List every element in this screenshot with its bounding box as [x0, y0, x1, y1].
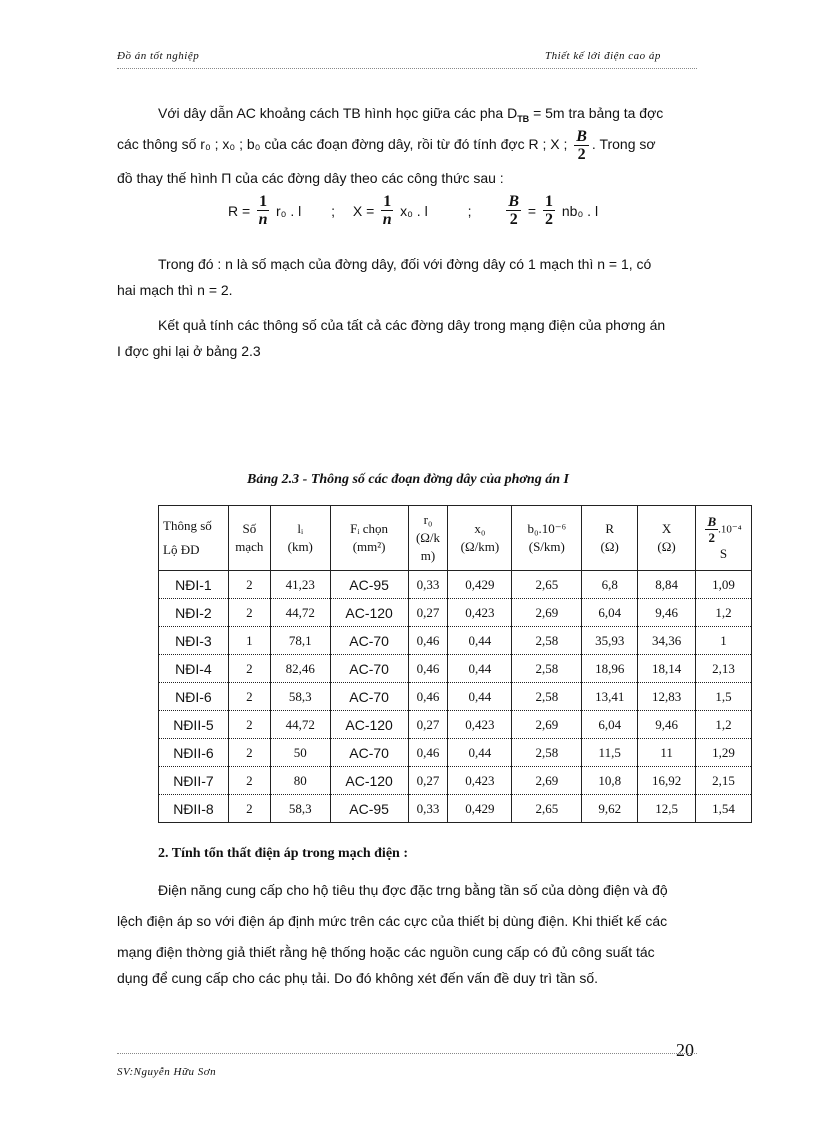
table-cell: 1,54 [696, 795, 752, 823]
table-cell: 0,46 [408, 683, 448, 711]
table-cell: 11 [638, 739, 696, 767]
table-row [159, 683, 752, 711]
table-cell: 2,69 [512, 711, 582, 739]
table-cell: AC-120 [330, 711, 408, 739]
table-caption: Bảng 2.3 - Thông số các đoạn đờng dây của phơng án I [247, 472, 569, 487]
table-cell: 2 [228, 711, 270, 739]
table-row [159, 711, 752, 739]
half-fraction: $\frac{1}{2}$ [545, 193, 553, 228]
table-cell: AC-120 [330, 767, 408, 795]
header-right: Thiết kế lới điện cao áp [545, 50, 661, 62]
header-R: R (Ω) [582, 506, 638, 571]
b-over-2-fraction: $\frac{B}{2}$ [576, 128, 587, 163]
table-cell: 0,44 [448, 739, 512, 767]
table-cell: 35,93 [582, 627, 638, 655]
page-number: 20 [676, 1040, 694, 1060]
table-cell: NĐII-7 [159, 767, 229, 795]
table-cell: 1 [696, 627, 752, 655]
table-cell: NĐI-3 [159, 627, 229, 655]
table-cell: AC-70 [330, 739, 408, 767]
table-cell: 78,1 [270, 627, 330, 655]
header-r0: r₀ (Ω/k m) [408, 506, 448, 571]
table-cell: 2,65 [512, 795, 582, 823]
table-cell: 2 [228, 795, 270, 823]
table-cell: 80 [270, 767, 330, 795]
table-cell: 0,33 [408, 795, 448, 823]
table-row [159, 795, 752, 823]
table-cell: 0,46 [408, 739, 448, 767]
section2-line2: lệch điện áp so với điện áp định mức trên các cực của thiết bị dùng điện. Khi thiết kế các [117, 913, 668, 929]
table-cell: 2,69 [512, 767, 582, 795]
para2-line1: Trong đó : n là số mạch của đờng dây, đối với đờng dây có 1 mạch thì n = 1, có [158, 256, 652, 272]
table-cell: 34,36 [638, 627, 696, 655]
table-header-row [159, 506, 752, 571]
table-cell: 1,5 [696, 683, 752, 711]
table-cell: 0,423 [448, 599, 512, 627]
table-cell: 13,41 [582, 683, 638, 711]
header-length: lᵢ (km) [270, 506, 330, 571]
table-cell: 0,44 [448, 683, 512, 711]
table-cell: 10,8 [582, 767, 638, 795]
table-cell: 2,58 [512, 683, 582, 711]
table-cell: 0,27 [408, 599, 448, 627]
formula-line: R = $\frac{1}{n}$ r₀ . l ; X = $\frac{1}{n}$ x₀ . l ; $\frac{B}{2}$ = $\frac{1}{2}$ nb₀ . l [228, 193, 599, 228]
header-B2: $\frac{B}{2}$ .10⁻⁴ S [696, 506, 752, 571]
header-circuits: Số mạch [228, 506, 270, 571]
para2-line2: hai mạch thì n = 2. [117, 282, 233, 298]
table-cell: 0,27 [408, 767, 448, 795]
table-cell: 1,2 [696, 711, 752, 739]
table-cell: 9,62 [582, 795, 638, 823]
table-row [159, 739, 752, 767]
header-left: Đồ án tốt nghiệp [117, 50, 200, 62]
table-cell: 2 [228, 571, 270, 599]
table-cell: 11,5 [582, 739, 638, 767]
table-cell: 2 [228, 599, 270, 627]
parameters-table [158, 505, 752, 823]
table-cell: AC-70 [330, 655, 408, 683]
table-cell: AC-70 [330, 683, 408, 711]
table-cell: 1 [228, 627, 270, 655]
footer-student: SV:Nguyễn Hữu Sơn [117, 1066, 217, 1078]
table-cell: NĐI-6 [159, 683, 229, 711]
para3-line2: I đợc ghi lại ở bảng 2.3 [117, 343, 261, 359]
table-row [159, 627, 752, 655]
table-cell: AC-120 [330, 599, 408, 627]
table-cell: 2,58 [512, 739, 582, 767]
table-cell: 0,44 [448, 655, 512, 683]
r-fraction: $\frac{1}{n}$ [258, 193, 268, 228]
table-row [159, 571, 752, 599]
table-cell: 12,83 [638, 683, 696, 711]
header-b0: b₀.10⁻⁶ (S/km) [512, 506, 582, 571]
table-cell: 2,13 [696, 655, 752, 683]
table-cell: 18,14 [638, 655, 696, 683]
table-cell: 0,27 [408, 711, 448, 739]
table-cell: 16,92 [638, 767, 696, 795]
table-cell: 0,423 [448, 767, 512, 795]
table-cell: 2,15 [696, 767, 752, 795]
table-cell: 8,84 [638, 571, 696, 599]
table-cell: 58,3 [270, 795, 330, 823]
table-cell: NĐI-4 [159, 655, 229, 683]
para1-line2: các thông số r₀ ; x₀ ; b₀ của các đoạn đờng dây, rồi từ đó tính đợc R ; X ; $\frac{B}{2}$ . Trong sơ [117, 128, 656, 163]
x-fraction: $\frac{1}{n}$ [382, 193, 392, 228]
header-divider [117, 68, 697, 69]
table-cell: 0,46 [408, 655, 448, 683]
table-cell: 44,72 [270, 711, 330, 739]
table-cell: 58,3 [270, 683, 330, 711]
table-cell: 12,5 [638, 795, 696, 823]
table-cell: 50 [270, 739, 330, 767]
table-row [159, 655, 752, 683]
header-x0: x₀ (Ω/km) [448, 506, 512, 571]
table-cell: 44,72 [270, 599, 330, 627]
para1-line3: đồ thay thế hình Π của các đờng dây theo các công thức sau : [117, 170, 504, 186]
table-cell: 2,69 [512, 599, 582, 627]
b-fraction: $\frac{B}{2}$ [508, 193, 520, 228]
table-cell: 2 [228, 739, 270, 767]
header-conductor: Fᵢ chọn (mm²) [330, 506, 408, 571]
table-cell: 18,96 [582, 655, 638, 683]
table-cell: 2,58 [512, 627, 582, 655]
table-cell: 2 [228, 655, 270, 683]
section2-line1: Điện năng cung cấp cho hộ tiêu thụ đợc đặc trng bằng tần số của dòng điện và độ [158, 882, 668, 898]
table-cell: 1,09 [696, 571, 752, 599]
table-cell: 41,23 [270, 571, 330, 599]
table-cell: AC-70 [330, 627, 408, 655]
table-cell: 0,44 [448, 627, 512, 655]
section2-title: 2. Tính tổn thất điện áp trong mạch điện : [158, 846, 408, 861]
table-cell: 0,429 [448, 571, 512, 599]
table-cell: NĐI-1 [159, 571, 229, 599]
table-cell: AC-95 [330, 571, 408, 599]
table-cell: 2,58 [512, 655, 582, 683]
header-line: Thông số Lộ ĐD [159, 506, 229, 571]
table-cell: 1,29 [696, 739, 752, 767]
footer-divider [117, 1053, 697, 1054]
table-cell: 9,46 [638, 711, 696, 739]
table-cell: 6,8 [582, 571, 638, 599]
table-cell: NĐII-5 [159, 711, 229, 739]
table-cell: 0,429 [448, 795, 512, 823]
table-cell: NĐII-6 [159, 739, 229, 767]
table-cell: 2 [228, 767, 270, 795]
table-cell: NĐI-2 [159, 599, 229, 627]
table-cell: 0,46 [408, 627, 448, 655]
para1-line1: Với dây dẫn AC khoảng cách TB hình học giữa các pha $D_{TB} = 5m$ tra bảng ta đợc [158, 105, 664, 124]
table-cell: NĐII-8 [159, 795, 229, 823]
para3-line1: Kết quả tính các thông số của tất cả các đờng dây trong mạng điện của phơng án [158, 317, 666, 333]
table-cell: 6,04 [582, 599, 638, 627]
table-row [159, 599, 752, 627]
table-cell: 82,46 [270, 655, 330, 683]
table-cell: 2,65 [512, 571, 582, 599]
table-cell: 6,04 [582, 711, 638, 739]
table-cell: AC-95 [330, 795, 408, 823]
table-cell: 0,423 [448, 711, 512, 739]
table-cell: 1,2 [696, 599, 752, 627]
table-row [159, 767, 752, 795]
table-cell: 0,33 [408, 571, 448, 599]
section2-line3: mạng điện thờng giả thiết rằng hệ thống hoặc các nguồn cung cấp có đủ công suất tác [117, 944, 655, 960]
header-X: X (Ω) [638, 506, 696, 571]
section2-line4: dụng để cung cấp cho các phụ tải. Do đó không xét đến vấn đề duy trì tần số. [117, 970, 598, 986]
table-cell: 2 [228, 683, 270, 711]
table-cell: 9,46 [638, 599, 696, 627]
